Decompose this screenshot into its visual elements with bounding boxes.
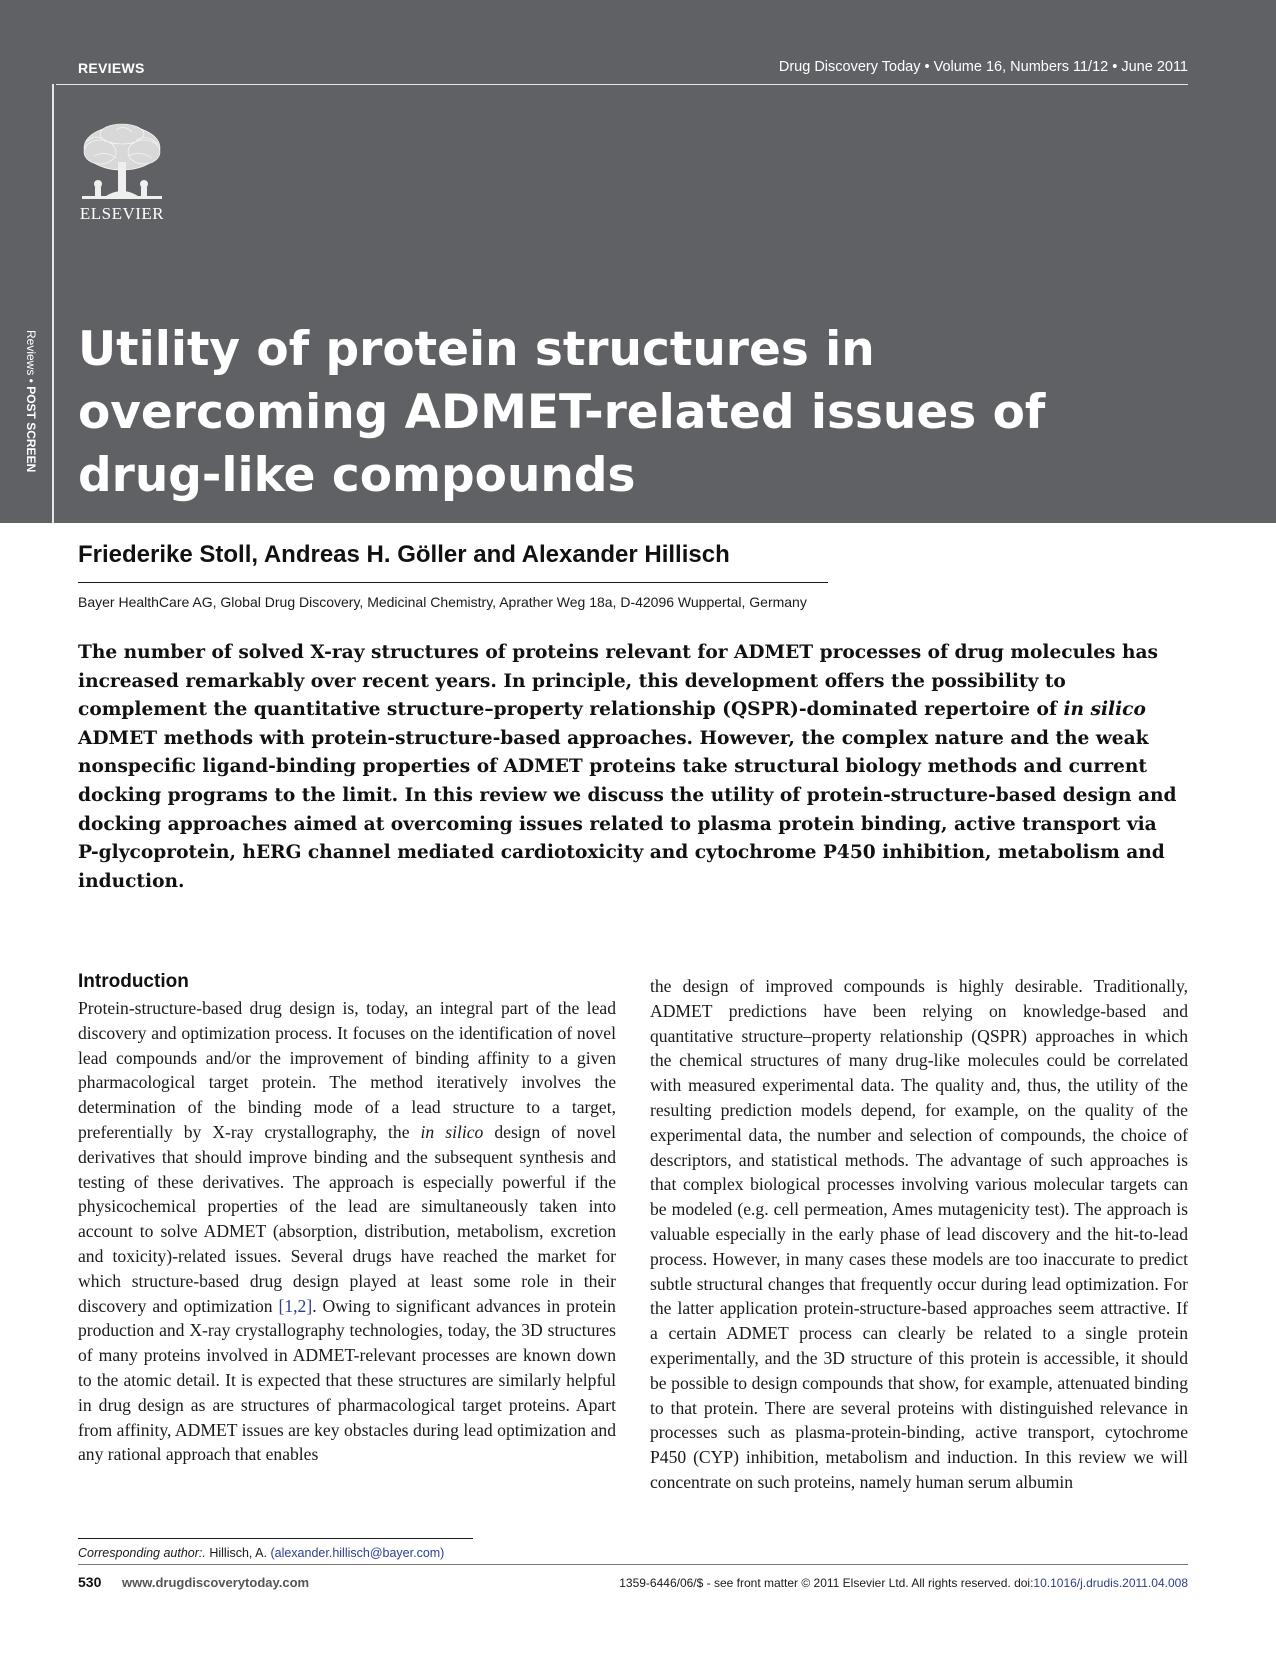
side-tab-section: POST SCREEN <box>24 386 38 473</box>
page-number: 530 <box>78 1574 102 1590</box>
footnote-name: Hillisch, A. <box>205 1546 271 1560</box>
body-column-left <box>78 970 616 1467</box>
elsevier-logo <box>76 122 168 224</box>
doi-link[interactable]: 10.1016/j.drudis.2011.04.008 <box>1033 1576 1188 1590</box>
section-tag: REVIEWS <box>78 60 145 76</box>
header-rule <box>52 84 54 523</box>
section-heading: Introduction <box>78 971 189 992</box>
body-column-right <box>650 974 1188 1495</box>
running-head <box>56 56 1188 85</box>
body-paragraph: the design of improved compounds is highly desirable. Traditionally, ADMET predictions have been relying on knowledge-based and quantitative structure–property relationship (QSPR) approaches in which the chemical structures of many drug-like molecules could be correlated with measured experimental data. The quality and, thus, the utility of the resulting prediction models depend, for example, on the quality of the experimental data, the number and selection of compounds, the choice of descriptors, and statistical methods. The advantage of such approaches is that complex biological processes involving various molecular targets can be modeled (e.g. cell permeation, Ames mutagenicity test). The approach is valuable especially in the early phase of lead discovery and the hit-to-lead process. However, in many cases these models are too inaccurate to predict subtle structural changes that frequently occur during lead optimization. For the latter application protein-structure-based approaches seem attractive. If a certain ADMET process can clearly be related to a single protein experimentally, and the 3D structure of this protein is accessible, it should be possible to design compounds that show, for example, attenuated binding to that protein. There are several proteins with distinguished relevance in processes such as plasma-protein-binding, active transport, cytochrome P450 (CYP) inhibition, metabolism and induction. In this review we will concentrate on such proteins, namely human serum albumin <box>650 976 1188 1492</box>
title-line: Utility of protein structures in <box>78 322 875 377</box>
article-title <box>78 318 1178 507</box>
body-text: . Owing to significant advances in protein production and X-ray crystallography technologies, today, the 3D structures of many proteins involved in ADMET-relevant processes are known down to the atomic detail. It is expected that these structures are similarly helpful in drug design as are structures of pharmacological target proteins. Apart from affinity, ADMET issues are key obstacles during lead optimization and any rational approach that enables <box>78 1295 616 1465</box>
abstract-text: The number of solved X-ray structures of proteins relevant for ADMET processes of drug molecules has increased remarkably over recent years. In principle, this development offers the possibility to complement the quantitative structure–property relationship (QSPR)-dominated repertoire of <box>78 642 1159 721</box>
footnote-rule <box>78 1538 473 1539</box>
body-text: Protein-structure-based drug design is, today, an integral part of the lead discovery and optimization process. It focuses on the identification of novel lead compounds and/or the improvement of binding affinity to a given pharmacological target protein. The method iteratively involves the determination of the binding mode of a lead structure to a target, preferentially by X-ray crystallography, the <box>78 998 616 1142</box>
journal-info: Drug Discovery Today • Volume 16, Numbers 11/12 • June 2011 <box>778 59 1188 75</box>
abstract-italic: in silico <box>1063 699 1146 721</box>
side-tab <box>16 330 38 520</box>
footnote-label: Corresponding author:. <box>78 1546 206 1560</box>
affiliation: Bayer HealthCare AG, Global Drug Discovery, Medicinal Chemistry, Aprather Weg 18a, D-42096 Wuppertal, Germany <box>78 594 807 610</box>
email-link[interactable]: (alexander.hillisch@bayer.com) <box>270 1546 445 1560</box>
publisher-name: ELSEVIER <box>79 204 165 223</box>
authors: Friederike Stoll, Andreas H. Göller and Alexander Hillisch <box>78 538 828 583</box>
body-paragraph <box>78 996 616 1467</box>
website-link[interactable]: www.drugdiscoverytoday.com <box>122 1575 310 1590</box>
footer-rule <box>78 1564 1188 1565</box>
side-tab-prefix: Reviews • <box>24 330 38 387</box>
title-line: drug-like compounds <box>78 448 636 503</box>
citation-link[interactable]: [1,2] <box>278 1295 313 1316</box>
footnote <box>78 1546 444 1560</box>
header-band <box>0 0 1276 523</box>
abstract-text: ADMET methods with protein-structure-based approaches. However, the complex nature and the weak nonspecific ligand-binding properties of ADMET proteins take structural biology methods and current docking programs to the limit. In this review we discuss the utility of protein-structure-based design and docking approaches aimed at overcoming issues related to plasma protein binding, active transport via P-glycoprotein, hERG channel mediated cardiotoxicity and cytochrome P450 inhibition, metabolism and induction. <box>78 727 1177 892</box>
title-line: overcoming ADMET-related issues of <box>78 385 1046 440</box>
elsevier-tree-icon <box>76 122 168 202</box>
copyright <box>619 1576 1188 1590</box>
copyright-text: 1359-6446/06/$ - see front matter © 2011 Elsevier Ltd. All rights reserved. doi: <box>619 1576 1034 1590</box>
body-italic: in silico <box>420 1121 484 1142</box>
abstract <box>78 639 1181 896</box>
body-text: design of novel derivatives that should improve binding and the subsequent synthesis and testing of these derivatives. The approach is especially powerful if the physicochemical properties of the lead are simultaneously taken into account to solve ADMET (absorption, distribution, metabolism, excretion and toxicity)-related issues. Several drugs have reached the market for which structure-based drug design played at least some role in their discovery and optimization <box>78 1121 617 1316</box>
